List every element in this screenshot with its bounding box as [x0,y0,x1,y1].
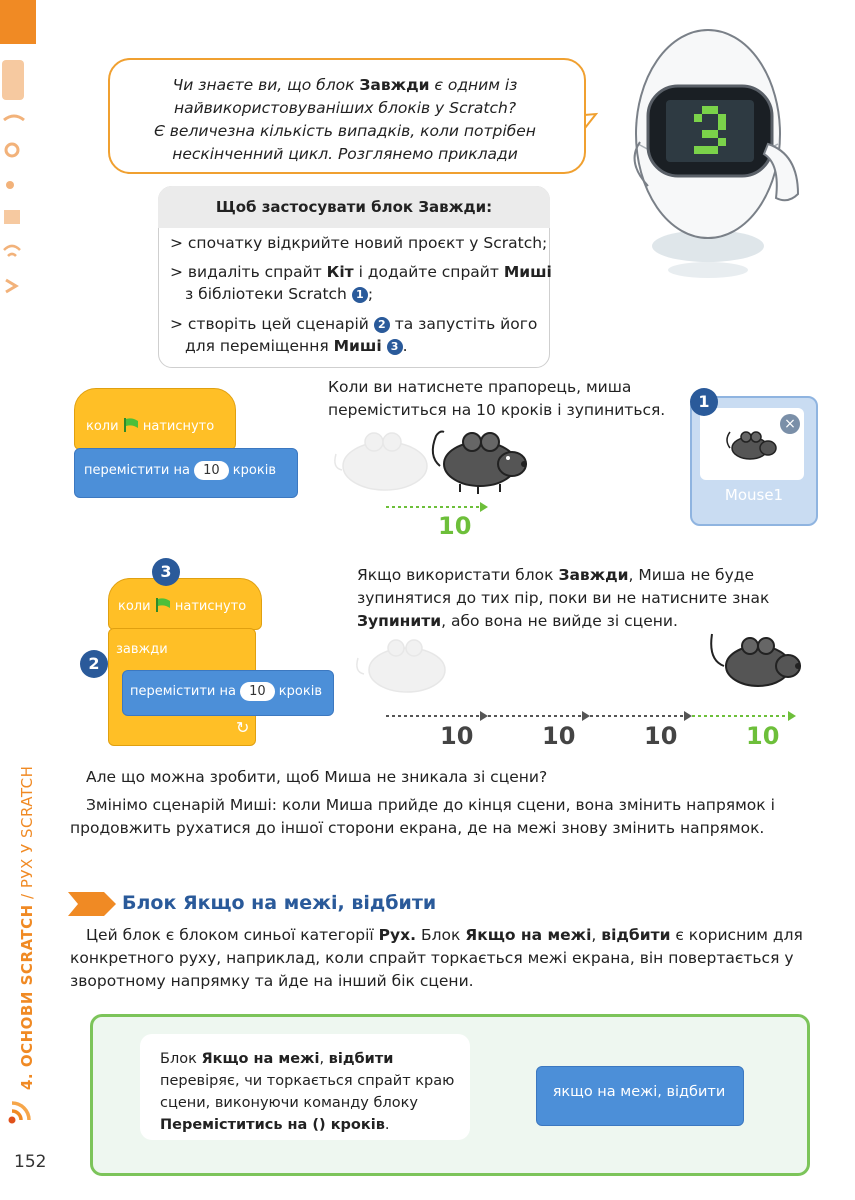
body-paragraph: Змінімо сценарій Миші: коли Миша прийде до кінця сцени, вона змінить напрямок і продовжить рухатися до іншої сторони екрана, де на межі знову змінить напрямок. [70,796,775,837]
ref-badge-2: 2 [374,317,390,333]
green-flag-icon [123,418,139,432]
ref-badge-3: 3 [387,339,403,355]
wifi-icon [6,1094,38,1126]
callout-badge-1: 1 [690,388,718,416]
example1-text: Коли ви натиснете прапорець, миша переміститься на 10 кроків і зупиниться. [328,378,666,419]
when-flag-label-2: коли натиснуто [118,599,247,614]
mouse-movement-illustration [330,426,540,502]
mouse-sprite-icon [722,424,780,464]
robot-mascot [618,24,808,286]
margin-doodles-icon [0,50,30,310]
example2-text: Якщо використати блок Завжди, Миша не буде зупинятися до тих пір, поки ви не натисните знак Зупинити, або вона не вийде зі сцени. [357,566,770,630]
when-flag-label: коли натиснуто [86,419,215,434]
page-number: 152 [14,1152,47,1172]
instruction-step-2-cont: з бібліотеки Scratch 1 ; [185,285,374,303]
instruction-step-2: > видаліть спрайт Кіт і додайте спрайт Миші [170,263,552,281]
if-on-edge-bounce-label: якщо на межі, відбити [552,1084,726,1100]
instruction-step-3-cont: для переміщення Миші 3 . [185,337,408,355]
chapter-label [18,766,36,1090]
distance-label-3: 10 [644,722,678,750]
corner-tab [0,0,36,44]
forever-label: завжди [116,642,168,657]
loop-arrow-icon: ↻ [236,718,250,737]
question-text: Але що можна зробити, щоб Миша не зникала зі сцени? [86,768,548,786]
section-title: Блок Якщо на межі, відбити [122,892,437,914]
instructions-title: Щоб застосувати блок Завжди: [215,198,493,216]
distance-label: 10 [438,512,472,540]
move-steps-input-2[interactable]: 10 [240,682,275,701]
bubble-text: Чи знаєте ви, що блок Завжди є одним із найвикористовуваніших блоків у Scratch? Є величезна кількість випадків, коли потрібен нескінченний цикл. Розглянемо приклади [154,76,536,163]
section-paragraph: Цей блок є блоком синьої категорії Рух. Блок Якщо на межі, відбити є корисним для конкретного руху, наприклад, коли спрайт торкається межі екрана, він повертається у зворотному напрямку та йде на інший бік сцени. [70,926,803,990]
move-steps-input[interactable]: 10 [194,461,229,480]
instruction-step-3: > створіть цей сценарій 2 та запустіть його [170,315,538,333]
callout-badge-3: 3 [152,558,180,586]
info-text: Блок Якщо на межі, відбити перевіряє, чи торкається спрайт краю сцени, виконуючи команду блоку Переміститись на () кроків. [160,1051,455,1133]
sprite-name: Mouse1 [724,486,784,504]
chapter-subtitle: / РУХ У SCRATCH [18,765,36,905]
ref-badge-1: 1 [352,287,368,303]
green-flag-icon [155,598,171,612]
callout-badge-2: 2 [80,650,108,678]
instruction-step-1: > спочатку відкрийте новий проєкт у Scratch; [170,234,548,252]
section-chevron-icon [68,892,116,916]
distance-label-2: 10 [542,722,576,750]
mouse-forever-illustration [352,630,808,702]
move-steps-label-2: перемістити на 10 кроків [130,684,322,699]
chapter-title: 4. ОСНОВИ SCRATCH [18,904,36,1090]
move-steps-label: перемістити на 10 кроків [84,463,276,478]
distance-label-1: 10 [440,722,474,750]
distance-label-4: 10 [746,722,780,750]
delete-sprite-button[interactable]: × [780,414,800,434]
